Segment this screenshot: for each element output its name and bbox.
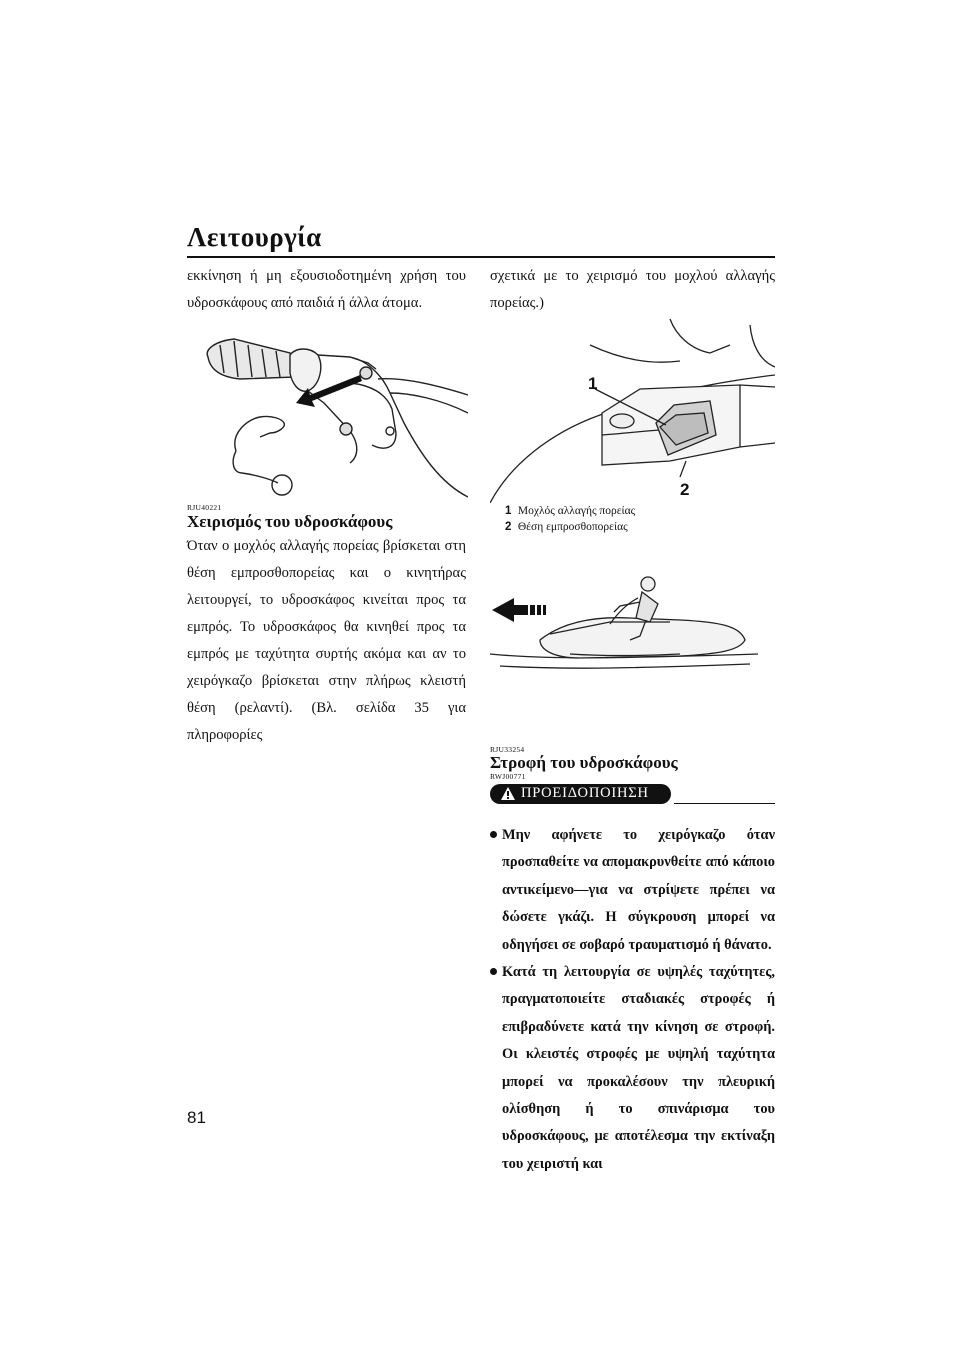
right-column-paragraph: σχετικά με το χειρισμό του μοχλού αλλαγής πορείας.) [490,268,775,311]
intro-paragraph: εκκίνηση ή μη εξουσιοδοτημένη χρήση του υδροσκάφους από παιδιά ή άλλα άτομα. [187,268,466,311]
shift-lever-illustration [490,315,775,503]
warning-code: RWJ00771 [490,772,526,781]
legend-item-2: 2 Θέση εμπροσθοπορείας [505,521,628,533]
bullet-icon [490,968,497,975]
callout-2: 2 [680,480,690,499]
body-paragraph: Όταν ο μοχλός αλλαγής πορείας βρίσκεται στη θέση εμπροσθοπορείας και ο κινητήρας λειτουργεί, το υδροσκάφος κινείται προς τα εμπρός. Το υδροσκάφος θα κινηθεί προς τα εμπρός με ταχύτητα συρτής ακόμα και αν το χειρόγκαζο βρίσκεται στην πλήρως κλειστή θέση (ρελαντί). (Βλ. σελίδα 35 για πληροφορίες [187,538,466,743]
left-column [187,263,466,317]
warning-banner [490,784,775,804]
warning-item: Μην αφήνετε το χειρόγκαζο όταν προσπαθείτε να απομακρυνθείτε από κάποιο αντικείμενο—για να στρίψετε πρέπει να δώσετε γκάζι. Η σύγκρουση μπορεί να οδηγήσει σε σοβαρό τραυματισμό ή θάνατο. [490,822,775,959]
warning-triangle-icon [500,786,516,801]
legend-item-1: 1 Μοχλός αλλαγής πορείας [505,505,636,517]
page-title: Λειτουργία [187,222,322,252]
warning-label: ΠΡΟΕΙΔΟΠΟΙΗΣΗ [521,785,649,801]
section-heading: Στροφή του υδροσκάφους [490,753,678,772]
section-code: RJU33254 [490,745,525,754]
callout-1: 1 [588,374,598,393]
bullet-icon [490,831,497,838]
section-heading: Χειρισμός του υδροσκάφους [187,512,393,531]
page-number: 81 [187,1108,206,1127]
watercraft-forward-illustration [490,574,758,674]
warning-item: Κατά τη λειτουργία σε υψηλές ταχύτητες, πραγματοποιείτε σταδιακές στροφές ή επιβραδύνετε κατά την κίνηση σε στροφή. Οι κλειστές στροφές με υψηλή ταχύτητα μπορεί να προκαλέσουν την πλευρική ολίσθηση ή το σπινάρισμα του υδροσκάφους, με αποτέλεσμα την εκτίναξη του χειριστή και [490,959,775,1178]
header-rule [187,256,775,258]
warning-list [490,822,775,1178]
section-code: RJU40221 [187,503,222,512]
warning-rule [674,803,775,804]
warning-label-box [490,784,671,804]
handlebar-switch-illustration [200,333,468,501]
